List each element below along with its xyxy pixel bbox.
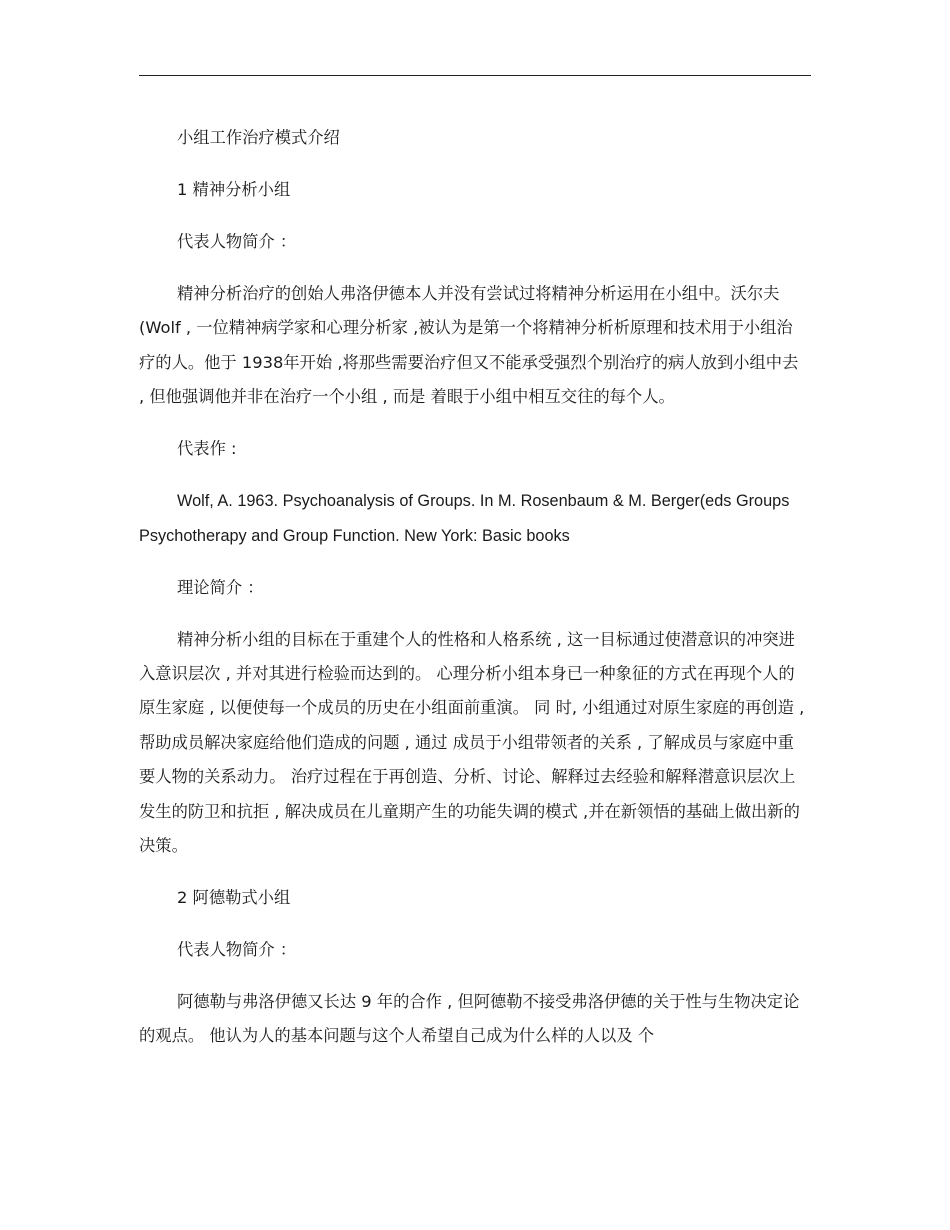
representative-intro-label: 代表人物简介 ： [177, 232, 297, 251]
document-body [139, 121, 807, 1071]
document-title: 小组工作治疗模式介绍 [177, 128, 340, 147]
section-heading-psychoanalysis: 1 精神分析小组 [177, 180, 291, 199]
section-heading-adlerian: 2 阿德勒式小组 [177, 888, 291, 908]
paragraph-theory: 精神分析小组的目标在于重建个人的性格和人格系统 , 这一目标通过使潜意识的冲突进入意识层次 , 并对其进行检验而达到的。 心理分析小组本身已一种象征的方式在再现个人的原生家庭 , 以便使每一个成员的历史在小组面前重演。 同 时, 小组通过对原生家庭的再创造 , 帮助成员解决家庭给他们造成的问题 , 通过 成员于小组带领者的关系 , 了解成员与家庭中重要人物的关系动力。 治疗过程在于再创造、分析、讨论、解释过去经验和解释潜意识层次上发生的防卫和抗拒 , 解决成员在儿童期产生的功能失调的模式 ,并在新领悟的基础上做出新的决策。 [139, 629, 805, 856]
reference-citation: Wolf, A. 1963. Psychoanalysis of Groups. In M. Rosenbaum & M. Berger(eds Groups Psychotherapy and Group Function. New York: Basic books [139, 492, 790, 545]
paragraph-wolf-intro: 精神分析治疗的创始人弗洛伊德本人并没有尝试过将精神分析运用在小组中。沃尔夫 (Wolf , 一位精神病学家和心理分析家 ,被认为是第一个将精神分析析原理和技术用于小组治疗的人。他于 1938年开始 ,将那些需要治疗但又不能承受强烈个别治疗的病人放到小组中去 , 但他强调他并非在治疗一个小组 , 而是 着眼于小组中相互交往的每个人。 [139, 284, 799, 407]
theory-intro-label: 理论简介 ： [177, 577, 264, 597]
paragraph-adler: 阿德勒与弗洛伊德又长达 9 年的合作 , 但阿德勒不接受弗洛伊德的关于性与生物决定论的观点。 他认为人的基本问题与这个人希望自己成为什么样的人以及 个 [139, 992, 800, 1046]
representative-work-label: 代表作 : [177, 439, 237, 459]
representative-intro-label-2: 代表人物简介 ： [177, 940, 297, 960]
header-rule [139, 75, 811, 76]
